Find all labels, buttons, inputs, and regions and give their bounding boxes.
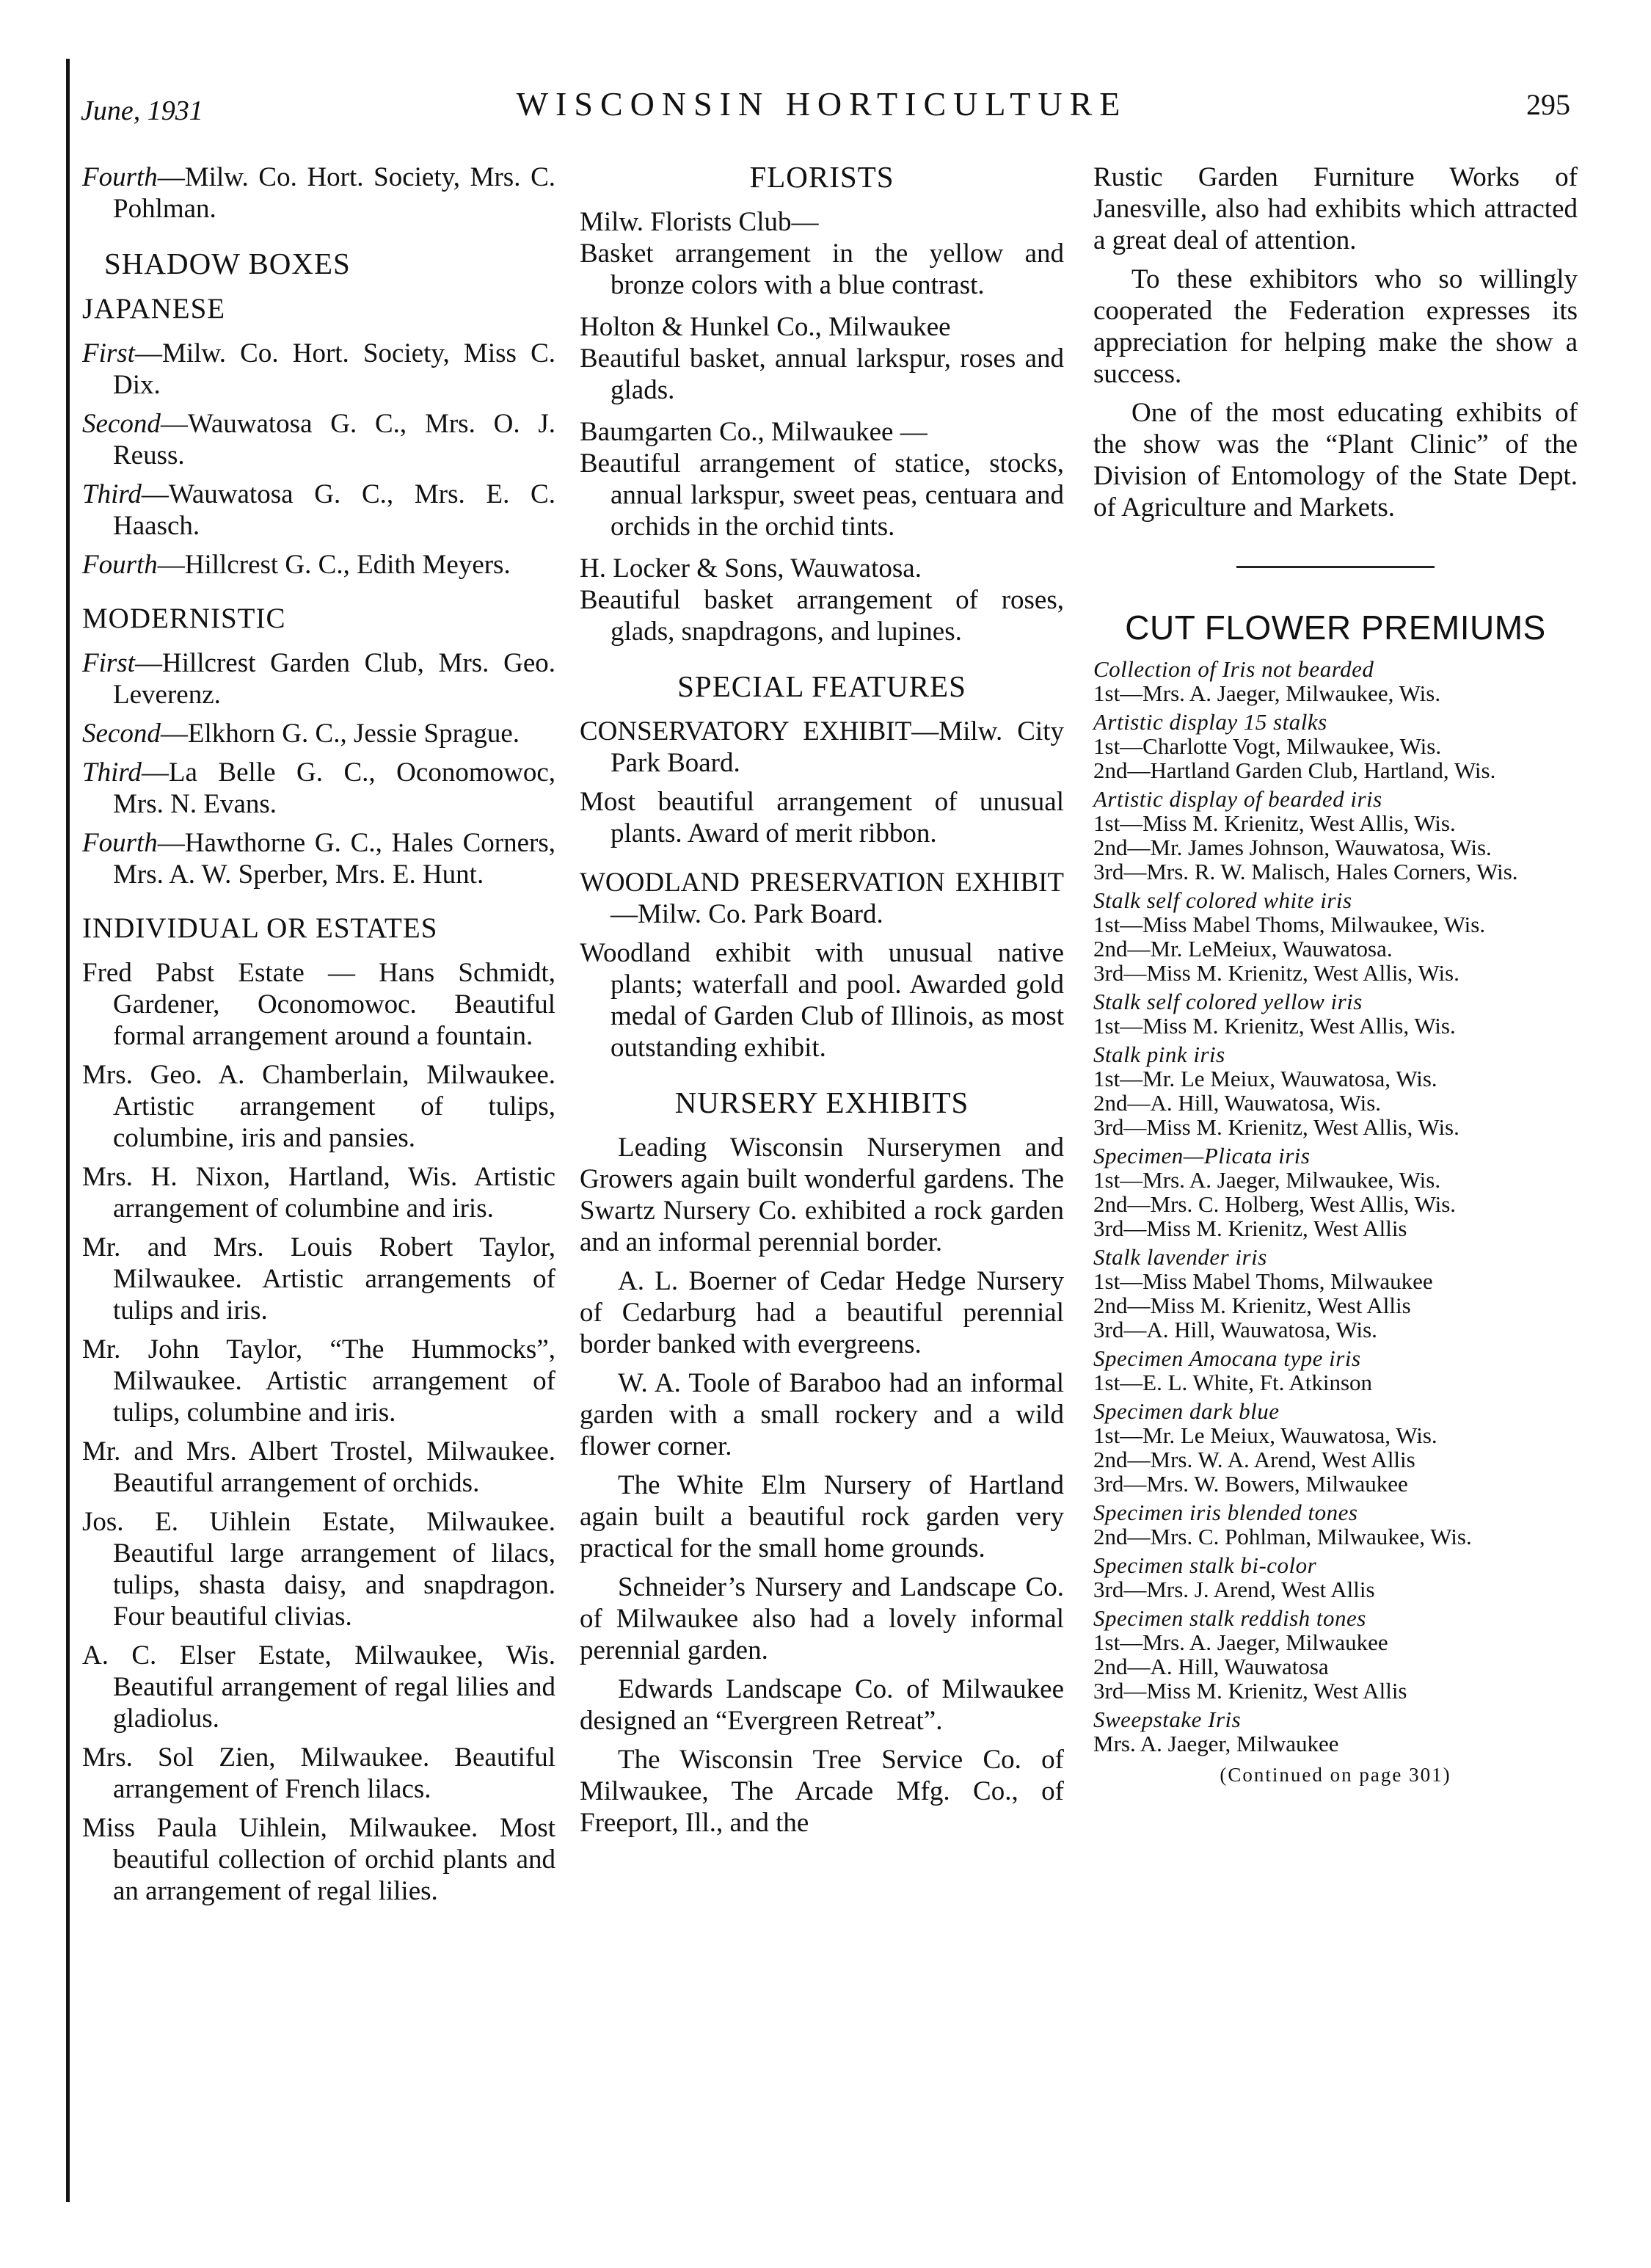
premium-category: Stalk self colored yellow iris xyxy=(1093,989,1363,1014)
premium-award: 3rd—Mrs. J. Arend, West Allis xyxy=(1093,1577,1375,1602)
premium-category: Stalk pink iris xyxy=(1093,1042,1225,1067)
section-divider xyxy=(1236,566,1435,568)
estate-entry: A. C. Elser Estate, Milwaukee, Wis. Beautiful arrangement of regal lilies and gladiolus. xyxy=(82,1640,555,1734)
premium-award: 3rd—Mrs. W. Bowers, Milwaukee xyxy=(1093,1471,1408,1497)
award-entry: First—Milw. Co. Hort. Society, Miss C. Dix. xyxy=(82,338,555,400)
premium-award: 2nd—Hartland Garden Club, Hartland, Wis. xyxy=(1093,757,1496,783)
award-entry: Third—Wauwatosa G. C., Mrs. E. C. Haasch. xyxy=(82,479,555,541)
issue-date: June, 1931 xyxy=(81,95,203,126)
estate-entry: Mrs. Geo. A. Chamberlain, Milwaukee. Artistic arrangement of tulips, columbine, iris and pansies. xyxy=(82,1060,555,1153)
premium-award: 1st—Mrs. A. Jaeger, Milwaukee, Wis. xyxy=(1093,1167,1441,1193)
florist-name: Baumgarten Co., Milwaukee — xyxy=(580,417,927,447)
body-paragraph: Rustic Garden Furniture Works of Janesville, also had exhibits which attracted a great deal of attention. xyxy=(1093,162,1578,255)
premium-list xyxy=(1093,657,1578,1787)
premium-award: 1st—Charlotte Vogt, Milwaukee, Wis. xyxy=(1093,733,1442,759)
award-entry: Fourth—Hawthorne G. C., Hales Corners, Mrs. A. W. Sperber, Mrs. E. Hunt. xyxy=(82,828,555,890)
premium-category: Stalk lavender iris xyxy=(1093,1244,1267,1270)
award-entry: Second—Elkhorn G. C., Jessie Sprague. xyxy=(82,719,520,749)
nursery-paragraph: The White Elm Nursery of Hartland again built a beautiful rock garden very practical for the small home grounds. xyxy=(580,1470,1064,1563)
feature-entry: CONSERVATORY EXHIBIT—Milw. City Park Board. xyxy=(580,716,1064,778)
premium-category: Specimen—Plicata iris xyxy=(1093,1143,1311,1168)
nursery-paragraph: Leading Wisconsin Nurserymen and Growers again built wonderful gardens. The Swartz Nursery Co. exhibited a rock garden and an informal perennial border. xyxy=(580,1133,1064,1257)
premium-award: 1st—Mrs. A. Jaeger, Milwaukee, Wis. xyxy=(1093,680,1441,706)
premium-award: 3rd—Mrs. R. W. Malisch, Hales Corners, Wis. xyxy=(1093,859,1518,884)
nursery-paragraph: A. L. Boerner of Cedar Hedge Nursery of Cedarburg had a beautiful perennial border banked with evergreens. xyxy=(580,1266,1064,1359)
award-entry: First—Hillcrest Garden Club, Mrs. Geo. Leverenz. xyxy=(82,648,555,710)
florist-name: H. Locker & Sons, Wauwatosa. xyxy=(580,553,922,584)
premium-award: 2nd—Mr. James Johnson, Wauwatosa, Wis. xyxy=(1093,835,1492,860)
nursery-paragraph: W. A. Toole of Baraboo had an informal garden with a small rockery and a wild flower corner. xyxy=(580,1368,1064,1461)
estate-entry: Mr. and Mrs. Albert Trostel, Milwaukee. Beautiful arrangement of orchids. xyxy=(82,1436,555,1498)
premium-category: Sweepstake Iris xyxy=(1093,1707,1242,1732)
premium-award: 2nd—Mr. LeMeiux, Wauwatosa. xyxy=(1093,936,1393,962)
section-heading-florists: FLORISTS xyxy=(749,160,894,194)
page-number: 295 xyxy=(1526,88,1570,121)
section-heading-cut-flower-premiums: CUT FLOWER PREMIUMS xyxy=(1125,608,1546,647)
left-margin-rule xyxy=(66,59,70,2202)
premium-award: 2nd—A. Hill, Wauwatosa xyxy=(1093,1654,1329,1679)
premium-award: 1st—Miss Mabel Thoms, Milwaukee, Wis. xyxy=(1093,912,1486,937)
nursery-paragraph: Edwards Landscape Co. of Milwaukee designed an “Evergreen Retreat”. xyxy=(580,1674,1064,1736)
premium-award: 2nd—Mrs. C. Holberg, West Allis, Wis. xyxy=(1093,1191,1457,1217)
premium-award: Mrs. A. Jaeger, Milwaukee xyxy=(1093,1731,1339,1756)
premium-award: 1st—Miss Mabel Thoms, Milwaukee xyxy=(1093,1268,1433,1294)
premium-category: Specimen Amocana type iris xyxy=(1093,1345,1361,1371)
page-header xyxy=(73,84,1570,136)
award-entry: Second—Wauwatosa G. C., Mrs. O. J. Reuss. xyxy=(82,409,555,470)
premium-award: 2nd—Mrs. W. A. Arend, West Allis xyxy=(1093,1447,1415,1472)
feature-entry: Woodland exhibit with unusual native plants; waterfall and pool. Awarded gold medal of Garden Club of Illinois, as most outstanding exhibit. xyxy=(580,938,1064,1063)
nursery-paragraph: Schneider’s Nursery and Landscape Co. of Milwaukee also had a lovely informal perennial garden. xyxy=(580,1572,1064,1665)
premium-award: 3rd—A. Hill, Wauwatosa, Wis. xyxy=(1093,1317,1377,1342)
premium-award: 3rd—Miss M. Krienitz, West Allis xyxy=(1093,1215,1407,1241)
section-heading-nursery-exhibits: NURSERY EXHIBITS xyxy=(674,1086,969,1119)
premium-award: 1st—Mrs. A. Jaeger, Milwaukee xyxy=(1093,1629,1388,1655)
premium-category: Specimen dark blue xyxy=(1093,1398,1280,1424)
nursery-paragraph: The Wisconsin Tree Service Co. of Milwaukee, The Arcade Mfg. Co., of Freeport, Ill., and the xyxy=(580,1745,1064,1838)
column-left xyxy=(82,161,555,1914)
estate-entry: Jos. E. Uihlein Estate, Milwaukee. Beautiful large arrangement of lilacs, tulips, shasta daisy, and snapdragon. Four beautiful clivias. xyxy=(82,1507,555,1632)
subheading-individual-estates: INDIVIDUAL OR ESTATES xyxy=(82,912,438,944)
subheading-modernistic: MODERNISTIC xyxy=(82,603,286,634)
publication-title: WISCONSIN HORTICULTURE xyxy=(516,85,1128,123)
section-heading-shadow-boxes: SHADOW BOXES xyxy=(104,247,351,280)
florist-name: Milw. Florists Club— xyxy=(580,207,819,237)
award-entry: Fourth—Milw. Co. Hort. Society, Mrs. C. Pohlman. xyxy=(82,162,555,224)
premium-category: Artistic display 15 stalks xyxy=(1093,709,1327,735)
subheading-japanese: JAPANESE xyxy=(82,293,226,324)
body-paragraph: One of the most educating exhibits of the show was the “Plant Clinic” of the Division of Entomology of the State Dept. of Agriculture and Markets. xyxy=(1093,398,1578,523)
premium-category: Stalk self colored white iris xyxy=(1093,887,1352,913)
premium-award: 1st—Miss M. Krienitz, West Allis, Wis. xyxy=(1093,810,1456,836)
estate-entry: Mrs. Sol Zien, Milwaukee. Beautiful arrangement of French lilacs. xyxy=(82,1742,555,1804)
column-middle xyxy=(580,161,1064,1846)
florist-description: Beautiful basket arrangement of roses, glads, snapdragons, and lupines. xyxy=(580,585,1064,647)
florist-description: Beautiful arrangement of statice, stocks, annual larkspur, sweet peas, centuara and orchids in the orchid tints. xyxy=(580,448,1064,542)
premium-award: 1st—Miss M. Krienitz, West Allis, Wis. xyxy=(1093,1013,1456,1039)
florist-description: Beautiful basket, annual larkspur, roses and glads. xyxy=(580,344,1064,405)
estate-entry: Mr. and Mrs. Louis Robert Taylor, Milwaukee. Artistic arrangements of tulips and iris. xyxy=(82,1232,555,1326)
estate-entry: Mrs. H. Nixon, Hartland, Wis. Artistic arrangement of columbine and iris. xyxy=(82,1162,555,1224)
florist-name: Holton & Hunkel Co., Milwaukee xyxy=(580,312,951,342)
body-paragraph: To these exhibitors who so willingly cooperated the Federation expresses its appreciation for helping make the show a success. xyxy=(1093,264,1578,389)
estate-entry: Miss Paula Uihlein, Milwaukee. Most beautiful collection of orchid plants and an arrangement of regal lilies. xyxy=(82,1813,555,1906)
estate-entry: Mr. John Taylor, “The Hummocks”, Milwaukee. Artistic arrangement of tulips, columbine and iris. xyxy=(82,1334,555,1428)
premium-award: 2nd—Mrs. C. Pohlman, Milwaukee, Wis. xyxy=(1093,1524,1472,1549)
premium-award: 3rd—Miss M. Krienitz, West Allis xyxy=(1093,1678,1407,1704)
premium-award: 1st—Mr. Le Meiux, Wauwatosa, Wis. xyxy=(1093,1066,1437,1091)
premium-category: Specimen stalk bi-color xyxy=(1093,1552,1317,1578)
feature-entry: Most beautiful arrangement of unusual plants. Award of merit ribbon. xyxy=(580,787,1064,848)
florist-description: Basket arrangement in the yellow and bronze colors with a blue contrast. xyxy=(580,239,1064,300)
premium-award: 2nd—Miss M. Krienitz, West Allis xyxy=(1093,1293,1411,1318)
premium-award: 1st—Mr. Le Meiux, Wauwatosa, Wis. xyxy=(1093,1422,1437,1448)
column-right xyxy=(1093,161,1578,1787)
premium-award: 2nd—A. Hill, Wauwatosa, Wis. xyxy=(1093,1090,1382,1116)
premium-category: Artistic display of bearded iris xyxy=(1093,786,1382,812)
premium-award: 1st—E. L. White, Ft. Atkinson xyxy=(1093,1370,1373,1395)
continued-note: (Continued on page 301) xyxy=(1220,1764,1451,1786)
estate-entry: Fred Pabst Estate — Hans Schmidt, Gardener, Oconomowoc. Beautiful formal arrangement around a fountain. xyxy=(82,958,555,1051)
premium-category: Specimen stalk reddish tones xyxy=(1093,1605,1366,1631)
section-heading-special-features: SPECIAL FEATURES xyxy=(677,669,966,703)
feature-entry: WOODLAND PRESERVATION EXHIBIT—Milw. Co. Park Board. xyxy=(580,868,1064,929)
premium-award: 3rd—Miss M. Krienitz, West Allis, Wis. xyxy=(1093,960,1459,986)
award-entry: Third—La Belle G. C., Oconomowoc, Mrs. N. Evans. xyxy=(82,757,555,819)
premium-category: Specimen iris blended tones xyxy=(1093,1500,1358,1525)
premium-category: Collection of Iris not bearded xyxy=(1093,656,1374,682)
premium-award: 3rd—Miss M. Krienitz, West Allis, Wis. xyxy=(1093,1114,1459,1140)
award-entry: Fourth—Hillcrest G. C., Edith Meyers. xyxy=(82,550,511,580)
